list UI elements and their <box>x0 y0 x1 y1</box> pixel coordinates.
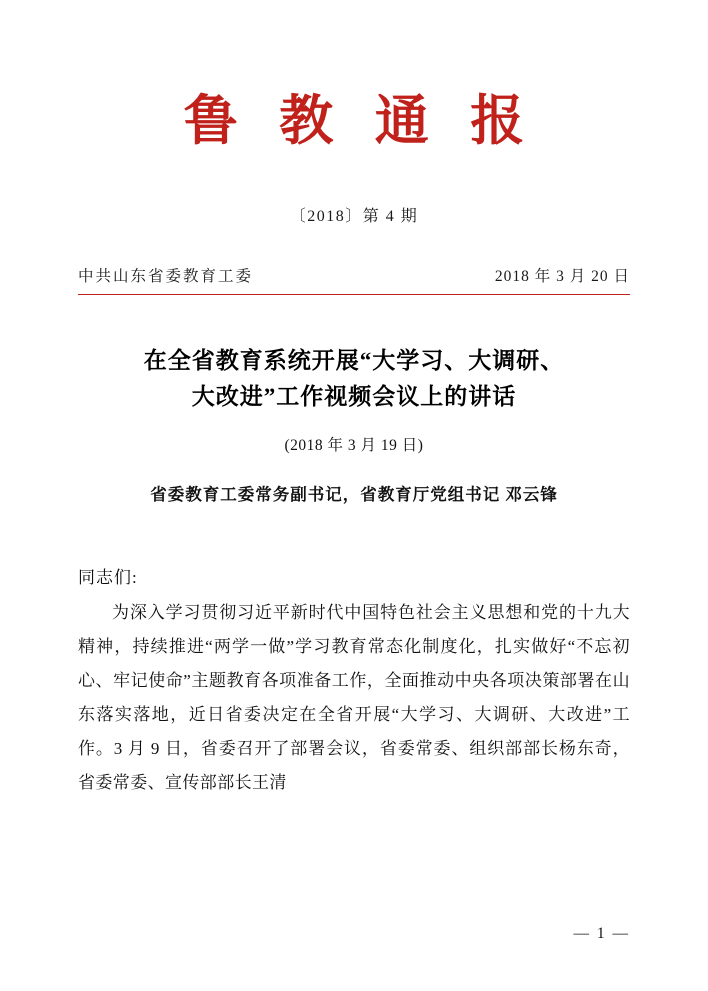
page-number: — 1 — <box>573 925 630 942</box>
salutation: 同志们: <box>78 567 138 587</box>
issue-number: 〔2018〕第 4 期 <box>289 208 419 226</box>
article-date: (2018 年 3 月 19 日) <box>284 436 424 454</box>
article-title-line-1: 在全省教育系统开展“大学习、大调研、 <box>143 348 565 374</box>
issuing-organization: 中共山东省委教育工委 <box>78 268 254 286</box>
document-meta <box>78 264 630 286</box>
header-divider <box>78 294 630 295</box>
document-page <box>0 92 708 991</box>
article-byline: 省委教育工委常务副书记，省教育厅党组书记 邓云锋 <box>150 484 558 504</box>
body-paragraph: 为深入学习贯彻习近平新时代中国特色社会主义思想和党的十九大精神，持续推进“两学一做”学习教育常态化制度化，扎实做好“不忘初心、牢记使命”主题教育各项准备工作，全面推动中央各项决策部署在山东落实落地，近日省委决定在全省开展“大学习、大调研、大改进”工作。3 月 9 日，省委召开了部署会议，省委常委、组织部部长杨东奇，省委常委、宣传部部长王清 <box>78 602 630 792</box>
masthead-title: 鲁 教 通 报 <box>183 91 539 151</box>
article-title-line-2: 大改进”工作视频会议上的讲话 <box>191 384 517 410</box>
article-body <box>78 596 630 800</box>
article-title <box>78 343 630 414</box>
publication-date: 2018 年 3 月 20 日 <box>494 268 630 286</box>
